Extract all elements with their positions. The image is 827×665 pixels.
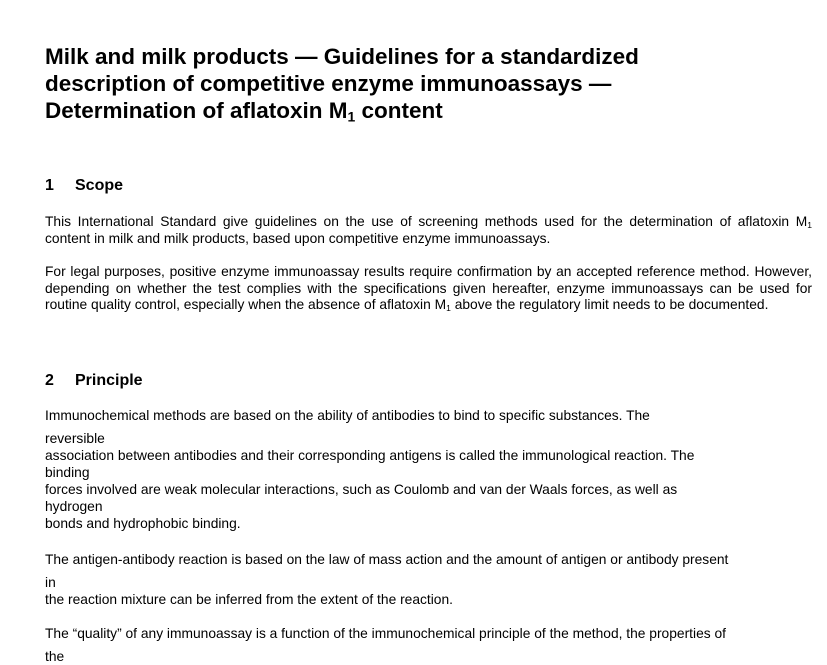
title-line-1: Milk and milk products — Guidelines for a standardized [45,44,639,69]
paragraph-line: The antigen-antibody reaction is based on the law of mass action and the amount of antigen or antibody present [45,552,729,567]
title-line-2: description of competitive enzyme immunoassays — [45,71,612,96]
paragraph-text: For legal purposes, positive enzyme immunoassay results require confirmation by an accepted reference method. However, depending on whether the test complies with the specifications given hereafter, enzyme immunoassays can be used for routine quality control, especially when the absence of aflatoxin M [45,264,812,312]
subscript: 1 [807,220,812,231]
paragraph-text: This International Standard give guidelines on the use of screening methods used for the determination of aflatoxin M [45,214,808,229]
section-heading-principle [45,371,143,391]
paragraph-line: hydrogen [45,499,103,514]
paragraph-line: The “quality” of any immunoassay is a function of the immunochemical principle of the method, the properties of [45,626,726,641]
title-line-3 [45,97,765,124]
paragraph-line: the [45,649,65,664]
section-title: Principle [75,372,143,389]
document-title [45,43,765,124]
section-number: 1 [45,177,54,194]
principle-paragraph-3 [45,626,812,665]
section-heading-scope [45,176,123,196]
paragraph-line: in [45,575,56,590]
paragraph-line: association between antibodies and their corresponding antigens is called the immunological reaction. The [45,448,695,463]
title-line-3-suffix: content [355,98,443,123]
paragraph-line: bonds and hydrophobic binding. [45,516,241,531]
title-subscript: 1 [347,108,356,125]
principle-paragraph-1 [45,408,812,532]
subscript: 1 [446,303,451,314]
paragraph-line: reversible [45,431,105,446]
principle-paragraph-2 [45,552,812,608]
section-number: 2 [45,372,54,389]
paragraph-line: the reaction mixture can be inferred from the extent of the reaction. [45,592,453,607]
paragraph-text: content in milk and milk products, based upon competitive enzyme immunoassays. [45,230,551,246]
paragraph-line: Immunochemical methods are based on the ability of antibodies to bind to specific substances. The [45,408,650,423]
paragraph-line: binding [45,465,90,480]
scope-paragraph-1 [45,214,812,247]
paragraph-line: forces involved are weak molecular interactions, such as Coulomb and van der Waals forces, as well as [45,482,678,497]
scope-paragraph-2 [45,264,812,314]
section-title: Scope [75,177,124,194]
title-line-3-text: Determination of aflatoxin M [45,98,348,123]
paragraph-text: above the regulatory limit needs to be documented. [450,297,769,312]
